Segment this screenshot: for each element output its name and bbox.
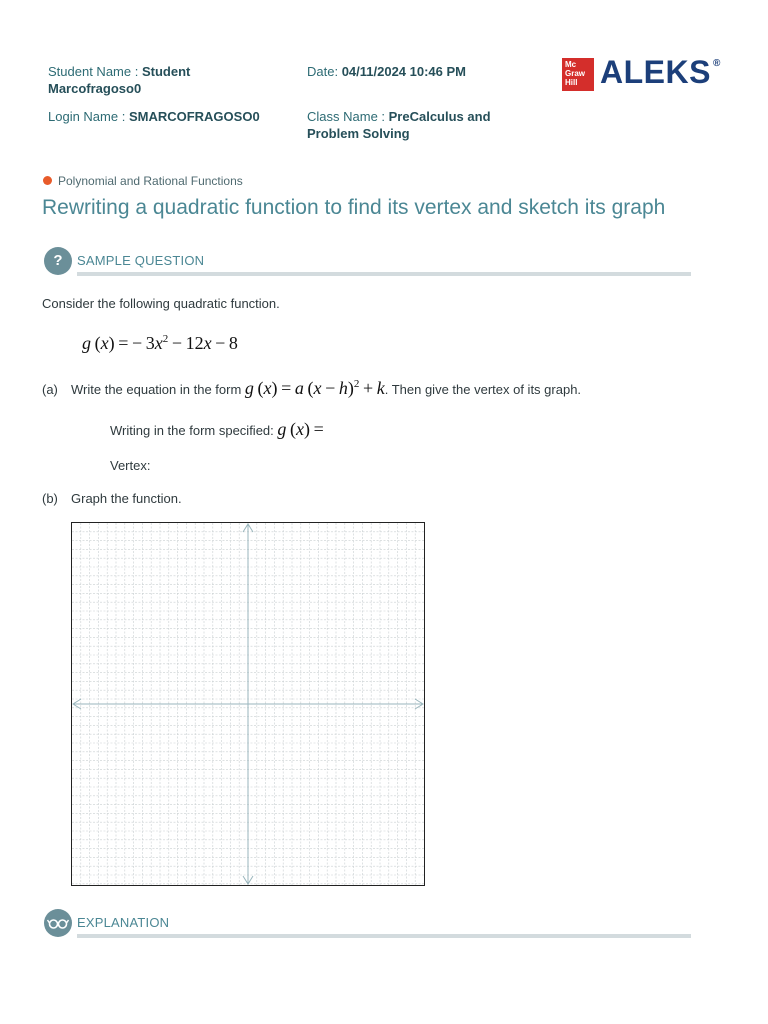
class-name-value-1: PreCalculus and bbox=[388, 109, 491, 124]
logo-line-1: Mc bbox=[565, 60, 577, 69]
aleks-brand: ALEKS bbox=[600, 54, 711, 90]
date bbox=[307, 63, 466, 80]
question-intro: Consider the following quadratic function. bbox=[42, 296, 280, 311]
section-divider bbox=[77, 934, 691, 938]
part-a-suffix: . Then give the vertex of its graph. bbox=[384, 382, 582, 397]
topic bbox=[43, 174, 243, 188]
question-icon: ? bbox=[44, 247, 72, 275]
student-name bbox=[48, 63, 190, 97]
sample-question-label: SAMPLE QUESTION bbox=[77, 253, 205, 268]
part-a-form: g (x) = a $(x - h)^2 + k$ bbox=[244, 378, 385, 398]
vertex-label: Vertex: bbox=[110, 458, 151, 473]
login-name-label: Login Name : bbox=[48, 109, 129, 124]
form-specified bbox=[110, 419, 324, 440]
part-a-label: (a) bbox=[42, 382, 58, 397]
date-label: Date: bbox=[307, 64, 342, 79]
part-a-prefix: Write the equation in the form bbox=[71, 382, 245, 397]
registered-mark: ® bbox=[712, 58, 721, 69]
mcgraw-hill-logo bbox=[562, 58, 594, 91]
aleks-logo bbox=[600, 54, 721, 91]
section-divider bbox=[77, 272, 691, 276]
topic-dot-icon bbox=[43, 176, 52, 185]
graph-area[interactable] bbox=[71, 522, 425, 886]
date-value: 04/11/2024 10:46 PM bbox=[341, 64, 467, 79]
student-name-label: Student Name : bbox=[48, 64, 142, 79]
student-name-value-2: Marcofragoso0 bbox=[48, 81, 142, 96]
class-name bbox=[307, 108, 491, 142]
explanation-label: EXPLANATION bbox=[77, 915, 170, 930]
logo-line-3: Hill bbox=[565, 78, 578, 87]
logo-line-2: Graw bbox=[565, 69, 586, 78]
topic-label: Polynomial and Rational Functions bbox=[58, 174, 243, 188]
login-name-value: SMARCOFRAGOSO0 bbox=[128, 109, 260, 124]
class-name-label: Class Name : bbox=[307, 109, 389, 124]
form-specified-label: Writing in the form specified: bbox=[110, 423, 278, 438]
class-name-value-2: Problem Solving bbox=[307, 126, 410, 141]
part-b bbox=[42, 491, 182, 506]
graph-grid bbox=[72, 523, 424, 885]
glasses-icon bbox=[44, 909, 72, 937]
login-name bbox=[48, 108, 260, 125]
function-equation: g (x) = − $3x^2 - 12x - 8$ bbox=[82, 333, 238, 353]
page-title: Rewriting a quadratic function to find its vertex and sketch its graph bbox=[42, 196, 666, 219]
student-name-value-1: Student bbox=[141, 64, 191, 79]
form-specified-math: g (x) = bbox=[277, 419, 324, 439]
part-b-label: (b) bbox=[42, 491, 58, 506]
function-display bbox=[82, 333, 238, 354]
part-a bbox=[42, 378, 581, 399]
part-b-text: Graph the function. bbox=[71, 491, 182, 506]
